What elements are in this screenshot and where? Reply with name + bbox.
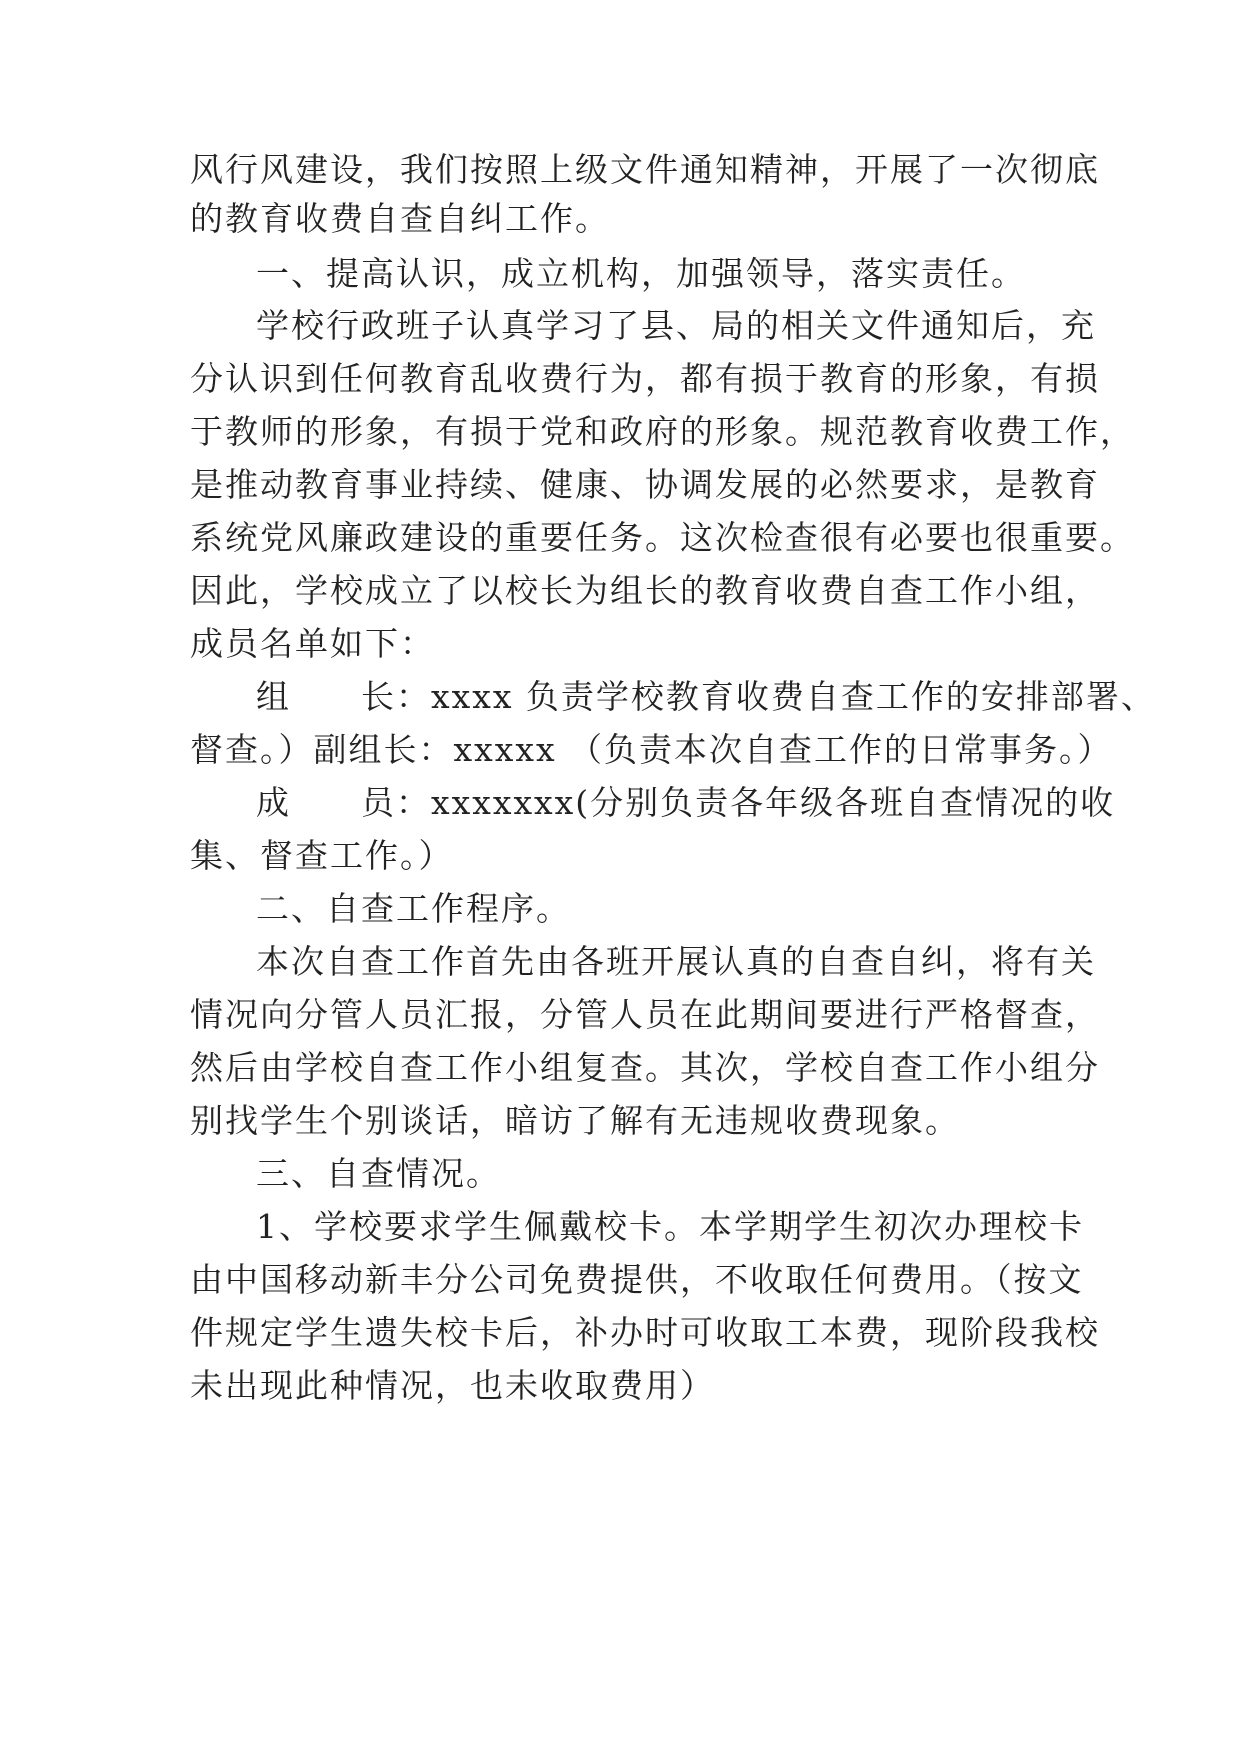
text-line: 1、学校要求学生佩戴校卡。本学期学生初次办理校卡 [256, 1207, 1084, 1246]
text-line: 分认识到任何教育乱收费行为，都有损于教育的形象，有损 [190, 359, 1100, 398]
text-line: 于教师的形象，有损于党和政府的形象。规范教育收费工作， [190, 412, 1135, 451]
text-line: 本次自查工作首先由各班开展认真的自查自纠，将有关 [256, 942, 1096, 981]
text-line: 件规定学生遗失校卡后，补办时可收取工本费，现阶段我校 [190, 1313, 1100, 1352]
text-line: 组 长：xxxx 负责学校教育收费自查工作的安排部署、 [256, 677, 1156, 716]
text-line: 别找学生个别谈话，暗访了解有无违规收费现象。 [190, 1101, 960, 1140]
text-line: 集、督查工作。） [190, 836, 454, 875]
text-line: 由中国移动新丰分公司免费提供，不收取任何费用。（按文 [190, 1260, 1084, 1299]
text-line: 学校行政班子认真学习了县、局的相关文件通知后，充 [256, 306, 1096, 345]
text-line: 成员名单如下： [190, 624, 435, 663]
text-line: 风行风建设，我们按照上级文件通知精神，开展了一次彻底 [190, 150, 1100, 189]
section-heading: 一、提高认识，成立机构，加强领导，落实责任。 [256, 254, 1026, 293]
text-line: 因此，学校成立了以校长为组长的教育收费自查工作小组， [190, 571, 1100, 610]
text-line: 情况向分管人员汇报，分管人员在此期间要进行严格督查， [190, 995, 1100, 1034]
text-line: 成 员：xxxxxxx(分别负责各年级各班自查情况的收 [256, 783, 1116, 822]
text-line: 未出现此种情况，也未收取费用） [190, 1366, 715, 1405]
text-line: 然后由学校自查工作小组复查。其次，学校自查工作小组分 [190, 1048, 1100, 1087]
section-heading: 二、自查工作程序。 [256, 889, 571, 928]
text-line: 的教育收费自查自纠工作。 [190, 199, 610, 238]
text-line: 是推动教育事业持续、健康、协调发展的必然要求，是教育 [190, 465, 1100, 504]
section-heading: 三、自查情况。 [256, 1154, 501, 1193]
text-line: 系统党风廉政建设的重要任务。这次检查很有必要也很重要。 [190, 518, 1135, 557]
text-line: 督查。）副组长：xxxxx （负责本次自查工作的日常事务。） [190, 730, 1113, 769]
